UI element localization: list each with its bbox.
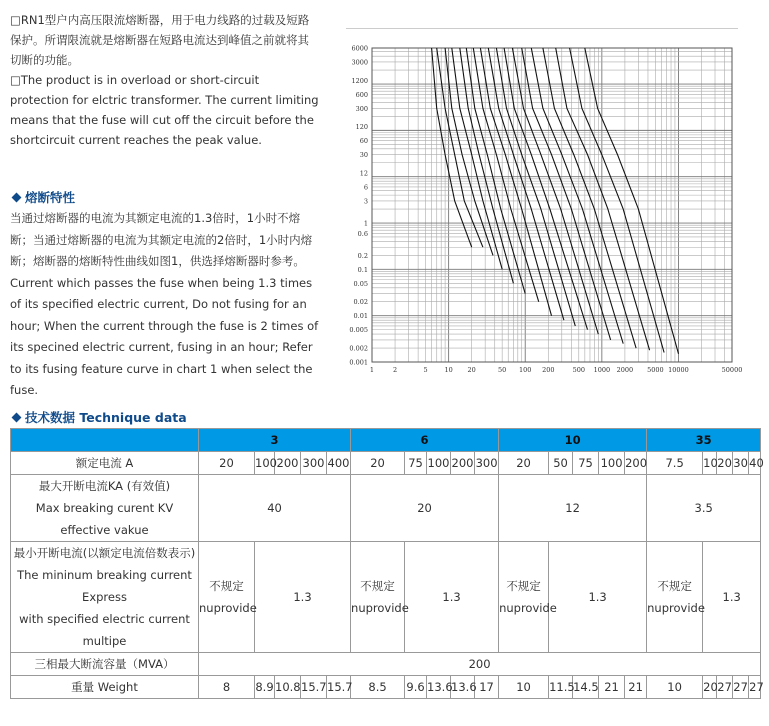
table-cell: 11.5: [549, 676, 573, 699]
table-cell: 8.5: [351, 676, 405, 699]
table-cell: 20: [199, 452, 255, 475]
table-cell: 15.7: [301, 676, 327, 699]
table-row-max-breaking: [11, 475, 761, 542]
y-tick-label: 3: [363, 197, 368, 206]
characteristics-title: 熔断特性: [10, 188, 75, 206]
y-tick-label: 0.005: [349, 326, 368, 335]
table-cell: 13.6: [427, 676, 451, 699]
y-tick-label: 30: [359, 151, 368, 160]
fusing-curve: [570, 48, 665, 353]
table-cell: 不规定 nuprovide: [647, 542, 703, 653]
table-cell: 400: [327, 452, 351, 475]
voltage-header: 3: [199, 429, 351, 452]
table-header-row: [11, 429, 761, 452]
table-cell: 100: [427, 452, 451, 475]
x-tick-label: 1000: [593, 366, 611, 374]
table-cell: 1.3: [549, 542, 647, 653]
diamond-icon: [12, 193, 22, 203]
x-tick-label: 50000: [721, 366, 743, 374]
table-row-capacity: [11, 653, 761, 676]
y-tick-label: 0.05: [353, 279, 368, 288]
table-cell: 10.8: [275, 676, 301, 699]
table-cell: 15.7: [327, 676, 351, 699]
table-cell: 40: [749, 452, 761, 475]
row-label: 额定电流 A: [11, 452, 199, 475]
fusing-curve-chart: [342, 38, 743, 378]
table-cell: 不规定 nuprovide: [351, 542, 405, 653]
table-cell: 8: [199, 676, 255, 699]
fusing-curve-svg: [342, 38, 743, 378]
table-cell: 1.3: [703, 542, 761, 653]
table-cell: 75: [573, 452, 599, 475]
characteristics-en: Current which passes the fuse when being 1.3 times of its specified electric current, Do not fusing for an hour; When the current through the fuse is 2 times of its specined electric current, fusing in an hour; Refer to its fusing feature curve in chart 1 when select the fuse.: [10, 275, 319, 397]
diamond-icon: [12, 413, 22, 423]
table-cell: 1.3: [405, 542, 499, 653]
x-tick-label: 10: [444, 366, 453, 374]
table-cell: 20: [717, 452, 733, 475]
x-tick-label: 2: [392, 366, 398, 374]
table-cell: 20: [351, 452, 405, 475]
table-cell: 12: [499, 475, 647, 542]
table-cell: 20: [703, 676, 717, 699]
table-cell: 20: [351, 475, 499, 542]
row-label: 三相最大断流容量（MVA）: [11, 653, 199, 676]
table-cell: 100: [599, 452, 625, 475]
row-label: 最小开断电流(以额定电流倍数表示) The mininum breaking current Express with specified electric current multipe: [11, 542, 199, 653]
table-cell: 9.6: [405, 676, 427, 699]
table-cell: 7.5: [647, 452, 703, 475]
table-cell: 200: [451, 452, 475, 475]
table-cell: 40: [199, 475, 351, 542]
table-cell: 27: [749, 676, 761, 699]
x-tick-label: 1: [369, 366, 375, 374]
characteristics-cn: 当通过熔断器的电流为其额定电流的1.3倍时，1小时不熔断；当通过熔断器的电流为其额定电流的2倍时，1小时内熔断；熔断器的熔断特性曲线如图1，供选择熔断器时参考。: [10, 211, 313, 268]
table-cell: 20: [499, 452, 549, 475]
row-label: 重量 Weight: [11, 676, 199, 699]
table-cell: 不规定 nuprovide: [199, 542, 255, 653]
header-empty: [11, 429, 199, 452]
y-tick-label: 1200: [351, 76, 368, 85]
tech-table: [10, 428, 764, 699]
y-tick-label: 6: [363, 183, 368, 192]
table-cell: 200: [199, 653, 761, 676]
y-tick-label: 0.001: [349, 358, 368, 367]
x-tick-label: 5: [423, 366, 428, 374]
y-tick-label: 0.2: [357, 251, 368, 260]
voltage-header: 6: [351, 429, 499, 452]
table-cell: 8.9: [255, 676, 275, 699]
table-cell: 3.5: [647, 475, 761, 542]
y-tick-label: 600: [355, 90, 368, 99]
y-tick-label: 1: [363, 219, 368, 228]
table-row-rated-current: [11, 452, 761, 475]
table-cell: 300: [475, 452, 499, 475]
table-cell: 10: [647, 676, 703, 699]
x-tick-label: 50: [498, 366, 507, 374]
table-cell: 21: [599, 676, 625, 699]
y-tick-label: 0.01: [353, 312, 368, 321]
table-cell: 17: [475, 676, 499, 699]
y-tick-label: 0.002: [349, 344, 368, 353]
intro-cn: □RN1型户内高压限流熔断器，用于电力线路的过载及短路保护。所谓限流就是熔断器在短路电流达到峰值之前就将其切断的功能。: [10, 13, 310, 67]
y-tick-label: 60: [359, 137, 368, 146]
fusing-curve: [432, 48, 472, 247]
y-tick-label: 3000: [351, 58, 368, 67]
tech-title: 技术数据 Technique data: [10, 408, 187, 426]
table-cell: 75: [405, 452, 427, 475]
table-cell: 13.6: [451, 676, 475, 699]
table-cell: 200: [625, 452, 647, 475]
table-cell: 10: [499, 676, 549, 699]
y-tick-label: 0.02: [353, 298, 368, 307]
x-tick-label: 200: [542, 366, 555, 374]
table-cell: 10: [703, 452, 717, 475]
table-cell: 21: [625, 676, 647, 699]
y-tick-label: 6000: [351, 44, 368, 53]
table-cell: 50: [549, 452, 573, 475]
table-cell: 1.3: [255, 542, 351, 653]
x-tick-label: 20: [467, 366, 476, 374]
y-tick-label: 0.6: [357, 229, 368, 238]
table-row-weight: [11, 676, 761, 699]
characteristics-text: [10, 208, 322, 402]
table-cell: 30: [733, 452, 749, 475]
table-cell: 27: [717, 676, 733, 699]
y-tick-label: 12: [359, 169, 368, 178]
table-cell: 27: [733, 676, 749, 699]
fusing-curve: [556, 48, 650, 350]
x-tick-label: 100: [519, 366, 532, 374]
table-cell: 不规定 nuprovide: [499, 542, 549, 653]
intro-en: □The product is in overload or short-circuit protection for elctric transformer. The current limiting means that the fuse will cut off the circuit before the shortcircuit current reaches the peak value.: [10, 73, 319, 147]
voltage-header: 35: [647, 429, 761, 452]
row-label: 最大开断电流KA (有效值) Max breaking curent KV effective vakue: [11, 475, 199, 542]
intro: [10, 10, 320, 150]
table-row-min-breaking: [11, 542, 761, 653]
y-tick-label: 300: [355, 104, 368, 113]
table-cell: 100: [255, 452, 275, 475]
x-tick-label: 2000: [616, 366, 634, 374]
table-cell: 200: [275, 452, 301, 475]
voltage-header: 10: [499, 429, 647, 452]
x-tick-label: 5000: [647, 366, 664, 374]
x-tick-label: 500: [572, 366, 585, 374]
table-cell: 14.5: [573, 676, 599, 699]
x-tick-label: 10000: [668, 366, 689, 374]
y-tick-label: 120: [355, 123, 368, 132]
table-cell: 300: [301, 452, 327, 475]
chart-top-divider: [346, 28, 738, 29]
y-tick-label: 0.1: [357, 265, 368, 274]
